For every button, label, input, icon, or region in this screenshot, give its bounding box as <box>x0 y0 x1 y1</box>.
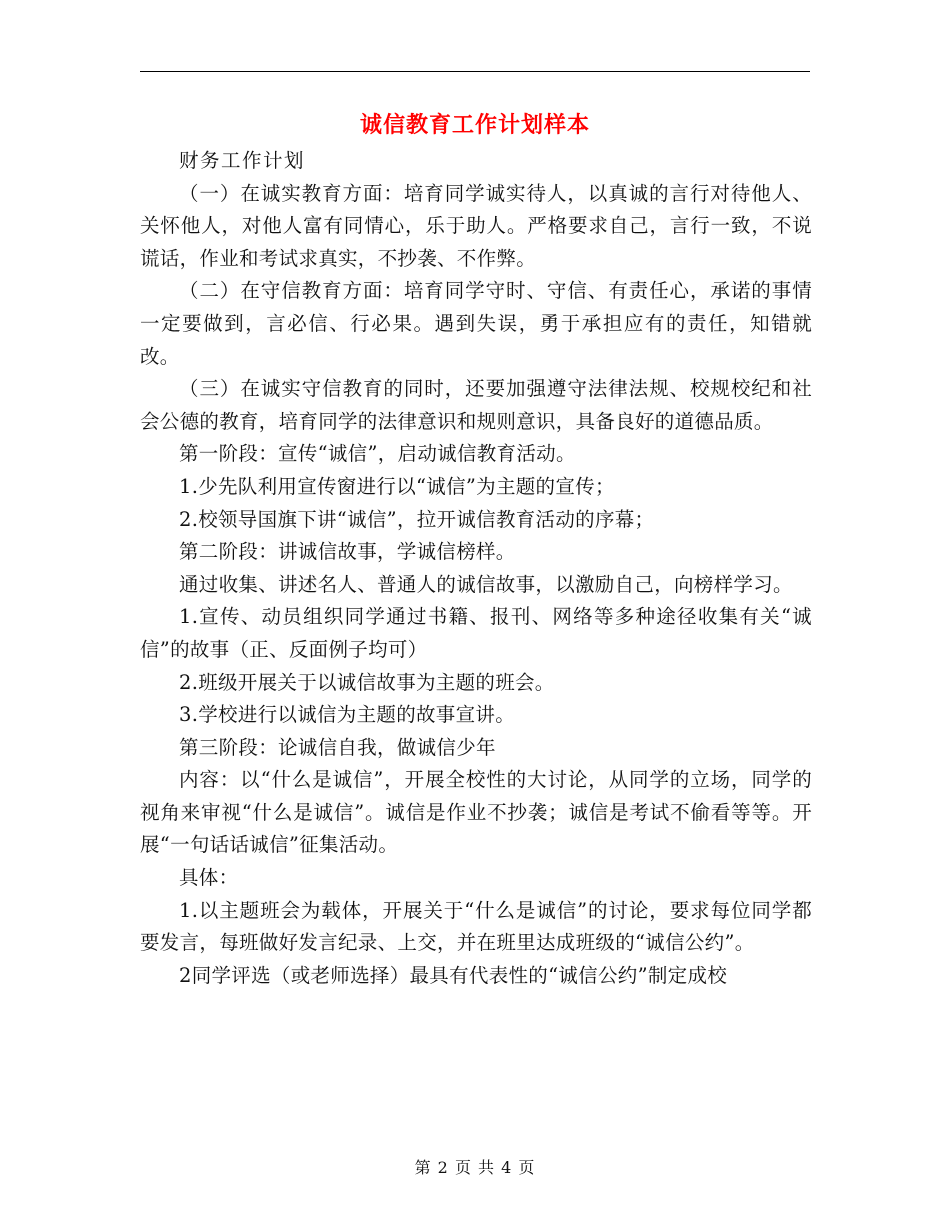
paragraph: 1.少先队利用宣传窗进行以“诚信”为主题的宣传； <box>179 474 615 498</box>
paragraph: 内容：以“什么是诚信”，开展全校性的大讨论，从同学的立场，同学的视角来审视“什么是诚信”。诚信是作业不抄袭；诚信是考试不偷看等等。开展“一句话话诚信”征集活动。 <box>140 768 812 857</box>
paragraph: （三）在诚实守信教育的同时，还要加强遵守法律法规、校规校纪和社会公德的教育，培育同学的法律意识和规则意识，具备良好的道德品质。 <box>140 377 812 433</box>
paragraph: 2同学评选（或老师选择）最具有代表性的“诚信公约”制定成校 <box>179 963 728 987</box>
paragraph: （二）在守信教育方面：培育同学守时、守信、有责任心，承诺的事情一定要做到，言必信、行必果。遇到失误，勇于承担应有的责任，知错就改。 <box>140 279 812 368</box>
paragraph: 通过收集、讲述名人、普通人的诚信故事，以激励自己，向榜样学习。 <box>179 572 793 596</box>
page-footer: 第 2 页 共 4 页 <box>414 1158 536 1177</box>
header-rule <box>140 71 810 72</box>
paragraph: 1.宣传、动员组织同学通过书籍、报刊、网络等多种途径收集有关“诚信”的故事（正、反面例子均可） <box>140 605 812 661</box>
paragraph: 2.班级开展关于以诚信故事为主题的班会。 <box>179 670 555 694</box>
paragraph: 2.校领导国旗下讲“诚信”，拉开诚信教育活动的序幕； <box>179 507 655 531</box>
paragraph: 3.学校进行以诚信为主题的故事宣讲。 <box>179 703 516 727</box>
document-body <box>140 145 812 992</box>
paragraph: （一）在诚实教育方面：培育同学诚实待人，以真诚的言行对待他人、关怀他人，对他人富有同情心，乐于助人。严格要求自己，言行一致，不说谎话，作业和考试求真实，不抄袭、不作弊。 <box>140 181 812 270</box>
document-title: 诚信教育工作计划样本 <box>359 112 590 138</box>
paragraph: 第一阶段：宣传“诚信”，启动诚信教育活动。 <box>179 442 576 466</box>
paragraph: 具体： <box>179 866 239 890</box>
paragraph: 财务工作计划 <box>179 149 306 172</box>
paragraph: 1.以主题班会为载体，开展关于“什么是诚信”的讨论，要求每位同学都要发言，每班做好发言纪录、上交，并在班里达成班级的“诚信公约”。 <box>140 898 812 955</box>
paragraph: 第三阶段：论诚信自我，做诚信少年 <box>179 735 496 759</box>
paragraph: 第二阶段：讲诚信故事，学诚信榜样。 <box>179 540 516 564</box>
